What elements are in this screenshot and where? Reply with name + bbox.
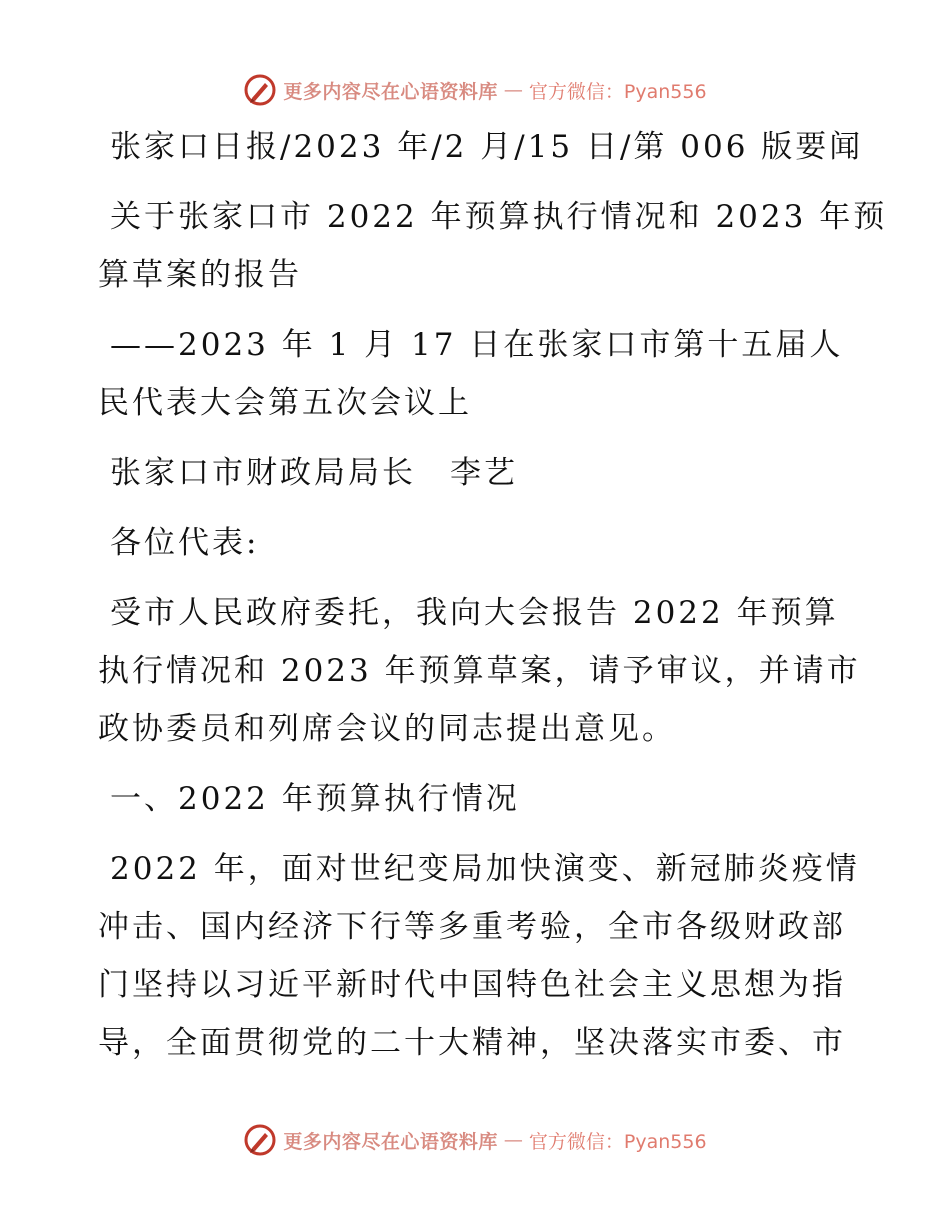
header-watermark (0, 70, 950, 110)
watermark-wechat-text: 官方微信：Pyan556 (528, 80, 707, 103)
report-title-line-1: 关于张家口市 2022 年预算执行情况和 2023 年预 (110, 199, 888, 235)
salutation-line: 各位代表: (110, 525, 260, 561)
report-title-line-2: 算草案的报告 (98, 257, 302, 293)
watermark-wechat-text: 官方微信：Pyan556 (528, 1130, 707, 1153)
subtitle-line-2: 民代表大会第五次会议上 (98, 385, 472, 421)
paragraph-2-line-2: 冲击、国内经济下行等多重考验，全市各级财政部 (98, 909, 846, 945)
paragraph-2-line-3: 门坚持以习近平新时代中国特色社会主义思想为指 (98, 967, 846, 1003)
section-heading-1: 一、2022 年预算执行情况 (110, 781, 520, 817)
watermark-dash: — (503, 79, 523, 101)
subtitle-line-1: ——2023 年 1 月 17 日在张家口市第十五届人 (110, 327, 844, 363)
author-line: 张家口市财政局局长 李艺 (110, 455, 518, 491)
watermark-dash: — (503, 1129, 523, 1151)
paragraph-2-line-4: 导，全面贯彻党的二十大精神，坚决落实市委、市 (98, 1025, 846, 1061)
watermark-main-text: 更多内容尽在心语资料库 (283, 1130, 498, 1153)
source-line: 张家口日报/2023 年/2 月/15 日/第 006 版要闻 (110, 129, 864, 165)
paragraph-2-line-1: 2022 年，面对世纪变局加快演变、新冠肺炎疫情 (110, 851, 860, 887)
paragraph-1-line-3: 政协委员和列席会议的同志提出意见。 (98, 711, 676, 747)
paragraph-1-line-2: 执行情况和 2023 年预算草案，请予审议，并请市 (98, 653, 861, 689)
pen-logo-icon (243, 1123, 277, 1157)
footer-watermark (0, 1120, 950, 1160)
watermark-main-text: 更多内容尽在心语资料库 (283, 80, 498, 103)
paragraph-1-line-1: 受市人民政府委托，我向大会报告 2022 年预算 (110, 595, 839, 631)
document-body (98, 118, 888, 1072)
pen-logo-icon (243, 73, 277, 107)
